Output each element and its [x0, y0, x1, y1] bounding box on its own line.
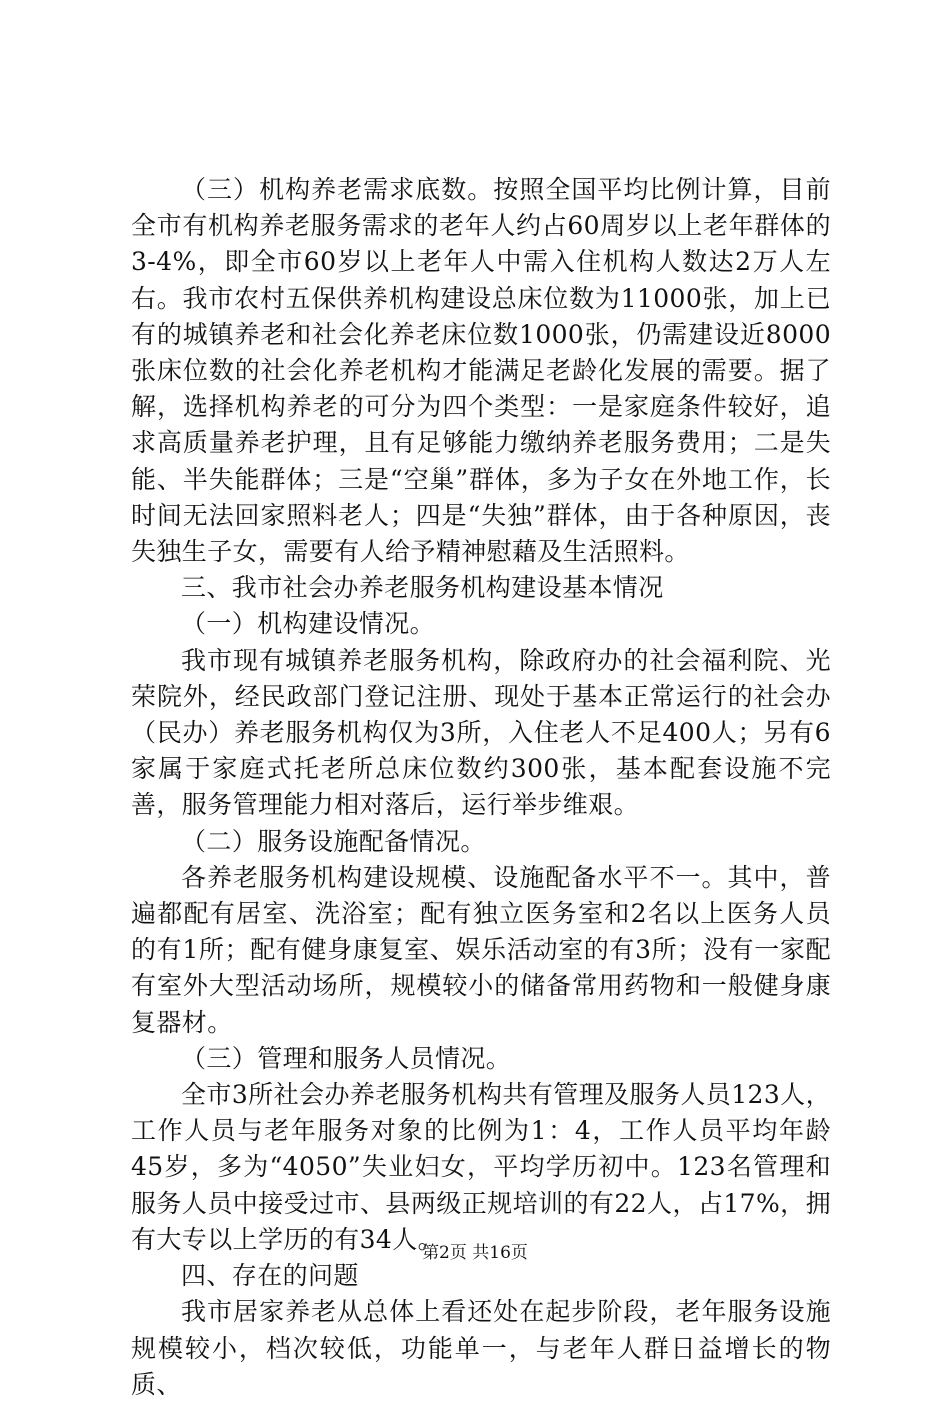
page-footer: 第2页 共16页: [422, 1243, 528, 1263]
section-heading-3: 三、我市社会办养老服务机构建设基本情况: [181, 573, 664, 603]
subheading-facilities: （二）服务设施配备情况。: [181, 826, 486, 856]
paragraph-construction: 我市现有城镇养老服务机构，除政府办的社会福利院、光荣院外，经民政部门登记注册、现处于基本正常运行的社会办（民办）养老服务机构仅为3所，入住老人不足400人；另有6家属于家庭式托老所总床位数约300张，基本配套设施不完善，服务管理能力相对落后，运行举步维艰。: [131, 645, 831, 820]
paragraph-problems: 我市居家养老从总体上看还处在起步阶段，老年服务设施规模较小，档次较低，功能单一，与老年人群日益增长的物质、: [131, 1297, 831, 1399]
paragraph-institution-demand: （三）机构养老需求底数。按照全国平均比例计算，目前全市有机构养老服务需求的老年人约占60周岁以上老年群体的3-4%，即全市60岁以上老年人中需入住机构人数达2万人左右。我市农村五保供养机构建设总床位数为11000张，加上已有的城镇养老和社会化养老床位数1000张，仍需建设近8000张床位数的社会化养老机构才能满足老龄化发展的需要。据了解，选择机构养老的可分为四个类型：一是家庭条件较好，追求高质量养老护理，且有足够能力缴纳养老服务费用；二是失能、半失能群体；三是“空巢”群体，多为子女在外地工作，长时间无法回家照料老人；四是“失独”群体，由于各种原因，丧失独生子女，需要有人给予精神慰藉及生活照料。: [131, 175, 831, 567]
subheading-construction: （一）机构建设情况。: [181, 609, 436, 639]
section-heading-4: 四、存在的问题: [181, 1261, 359, 1291]
subheading-staff: （三）管理和服务人员情况。: [181, 1043, 512, 1073]
body-text: [131, 172, 831, 1403]
paragraph-staff: 全市3所社会办养老服务机构共有管理及服务人员123人，工作人员与老年服务对象的比例为1：4，工作人员平均年龄45岁，多为“4050”失业妇女，平均学历初中。123名管理和服务人员中接受过市、县两级正规培训的有22人，占17%，拥有大专以上学历的有34人。: [131, 1080, 831, 1254]
paragraph-facilities: 各养老服务机构建设规模、设施配备水平不一。其中，普遍都配有居室、洗浴室；配有独立医务室和2名以上医务人员的有1所；配有健身康复室、娱乐活动室的有3所；没有一家配有室外大型活动场所，规模较小的储备常用药物和一般健身康复器材。: [131, 862, 831, 1037]
